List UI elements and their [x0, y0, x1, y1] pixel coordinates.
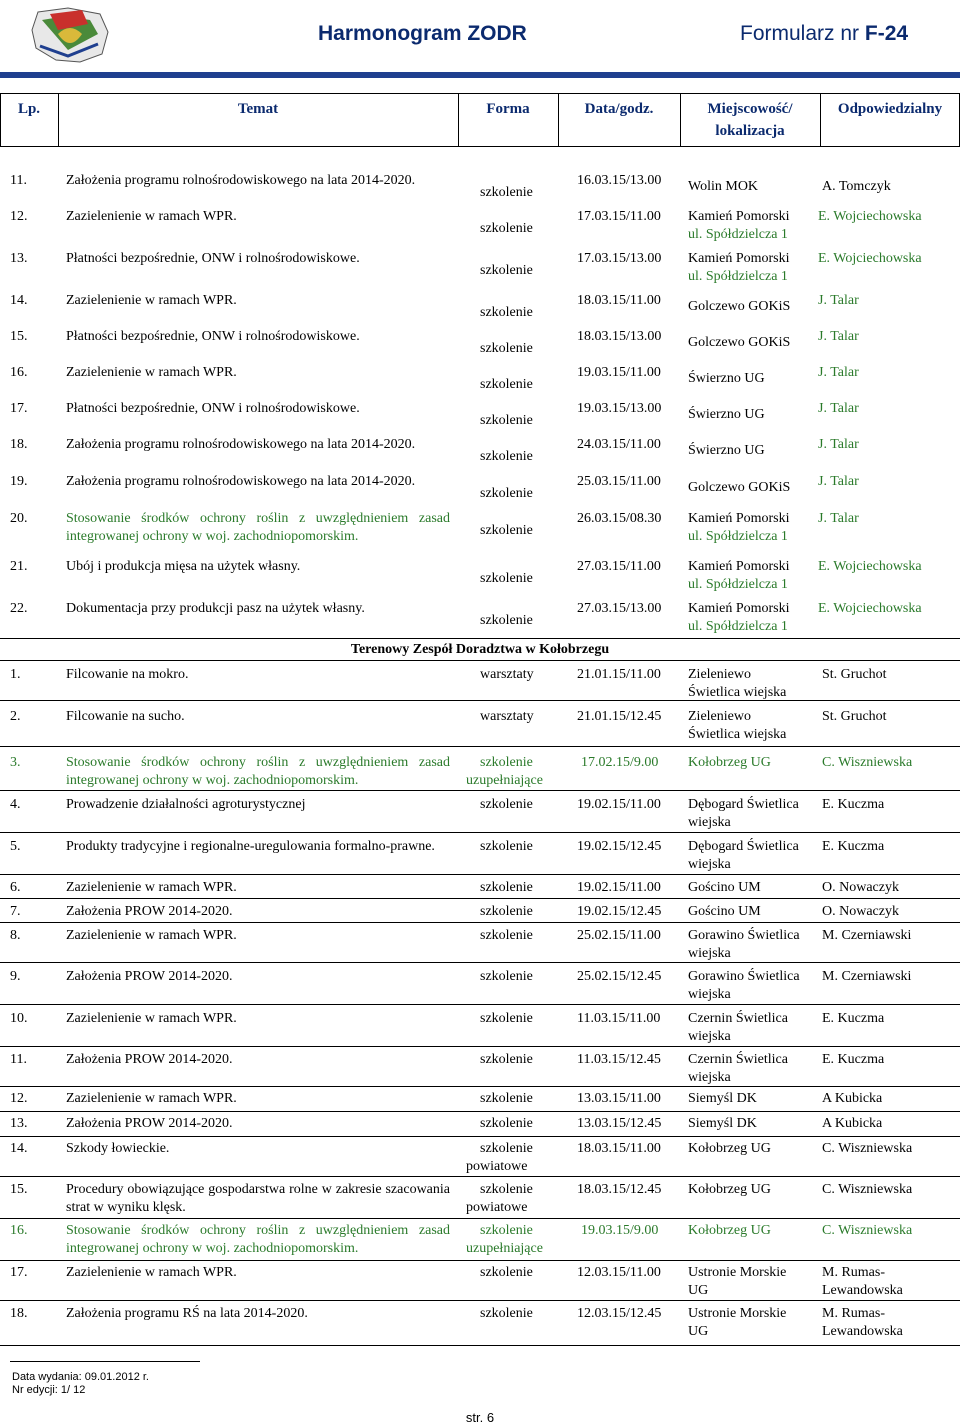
- issue-date: Data wydania: 09.01.2012 r.: [12, 1371, 149, 1383]
- row-place: Siemyśl DK: [688, 1091, 757, 1106]
- row-divider: [0, 1176, 960, 1177]
- row-topic: Zazielenienie w ramach WPR.: [66, 293, 237, 308]
- row-number: 11.: [10, 173, 27, 188]
- row-number: 5.: [10, 839, 21, 854]
- row-place-detail: wiejska: [688, 1070, 731, 1085]
- row-person: M. Czerniawski: [822, 969, 912, 984]
- row-person: J. Talar: [818, 365, 859, 380]
- row-number: 18.: [10, 437, 28, 452]
- row-place: Kołobrzeg UG: [688, 1141, 771, 1156]
- row-topic: Filcowanie na mokro.: [66, 667, 189, 682]
- row-date: 21.01.15/12.45: [577, 709, 662, 724]
- row-topic: Procedury obowiązujące gospodarstwa rolne w zakresie szacowania strat w wyniku klęsk.: [66, 1182, 450, 1215]
- row-divider: [0, 1345, 960, 1346]
- row-form: szkolenie: [480, 341, 533, 356]
- row-form: szkolenie: [480, 571, 533, 586]
- row-date: 27.03.15/11.00: [577, 559, 661, 574]
- row-divider: [0, 1111, 960, 1112]
- row-divider: [0, 1300, 960, 1301]
- row-number: 3.: [10, 755, 21, 770]
- row-place-detail: ul. Spółdzielcza 1: [688, 619, 788, 634]
- row-topic: Zazielenienie w ramach WPR.: [66, 880, 237, 895]
- row-place-detail: wiejska: [688, 815, 731, 830]
- row-topic: Zazielenienie w ramach WPR.: [66, 209, 237, 224]
- col-lp: Lp.: [17, 101, 41, 117]
- row-form-detail: uzupełniające: [466, 773, 543, 788]
- row-place: Gorawino Świetlica: [688, 928, 800, 943]
- row-person: A Kubicka: [822, 1116, 883, 1131]
- row-form-detail: uzupełniające: [466, 1241, 543, 1256]
- row-form: szkolenie: [480, 185, 533, 200]
- row-place: Czernin Świetlica: [688, 1011, 788, 1026]
- row-form: szkolenie: [480, 1306, 533, 1321]
- row-topic: Zazielenienie w ramach WPR.: [66, 928, 237, 943]
- row-person: M. Rumas-: [822, 1265, 885, 1280]
- row-topic: Płatności bezpośrednie, ONW i rolnośrodowiskowe.: [66, 251, 360, 266]
- row-form: szkolenie: [480, 1091, 533, 1106]
- row-form: szkolenie: [480, 305, 533, 320]
- row-form-detail: powiatowe: [466, 1159, 528, 1174]
- row-divider: [0, 1004, 960, 1005]
- row-topic: Zazielenienie w ramach WPR.: [66, 1011, 237, 1026]
- row-place: Kamień Pomorski: [688, 601, 790, 616]
- row-topic: Założenia programu rolnośrodowiskowego na lata 2014-2020.: [66, 437, 416, 452]
- row-topic: Stosowanie środków ochrony roślin z uwzględnieniem zasad integrowanej ochrony w woj. zachodniopomorskim.: [66, 511, 450, 544]
- row-date: 13.03.15/12.45: [577, 1116, 662, 1131]
- row-divider: [0, 1136, 960, 1137]
- row-topic: Dokumentacja przy produkcji pasz na użytek własny.: [66, 601, 365, 616]
- row-number: 6.: [10, 880, 21, 895]
- page-number: str. 6: [465, 1410, 495, 1425]
- row-person: O. Nowaczyk: [822, 904, 899, 919]
- row-divider: [0, 832, 960, 833]
- row-date: 24.03.15/11.00: [577, 437, 661, 452]
- col-temat: Temat: [237, 101, 279, 117]
- row-place: Gościno UM: [688, 904, 761, 919]
- row-divider: [0, 1218, 960, 1219]
- row-date: 11.03.15/12.45: [577, 1052, 661, 1067]
- row-form: szkolenie: [480, 263, 533, 278]
- row-person: J. Talar: [818, 437, 859, 452]
- row-place: Świerzno UG: [688, 371, 765, 386]
- row-form: szkolenie: [480, 928, 533, 943]
- row-number: 7.: [10, 904, 21, 919]
- row-date: 27.03.15/13.00: [577, 601, 662, 616]
- row-number: 11.: [10, 1052, 27, 1067]
- row-number: 15.: [10, 329, 28, 344]
- row-place: Świerzno UG: [688, 407, 765, 422]
- row-date: 18.03.15/13.00: [577, 329, 662, 344]
- logo-icon: [28, 4, 114, 66]
- form-number: Formularz nr F-24: [740, 22, 909, 45]
- row-divider: [0, 1046, 960, 1047]
- row-number: 16.: [10, 365, 28, 380]
- row-person: E. Kuczma: [822, 797, 885, 812]
- page-header: [0, 0, 960, 72]
- row-place-detail: wiejska: [688, 1029, 731, 1044]
- row-divider: [0, 1086, 960, 1087]
- row-number: 8.: [10, 928, 21, 943]
- row-divider: [0, 962, 960, 963]
- row-topic: Płatności bezpośrednie, ONW i rolnośrodowiskowe.: [66, 329, 360, 344]
- row-number: 19.: [10, 474, 28, 489]
- row-place-detail: Świetlica wiejska: [688, 727, 787, 742]
- row-date: 11.03.15/11.00: [577, 1011, 661, 1026]
- row-place: Golczewo GOKiS: [688, 480, 791, 495]
- row-form: szkolenie: [480, 969, 533, 984]
- row-topic: Zazielenienie w ramach WPR.: [66, 1091, 237, 1106]
- row-date: 16.03.15/13.00: [577, 173, 662, 188]
- row-person: St. Gruchot: [822, 709, 887, 724]
- row-form: szkolenie: [480, 221, 533, 236]
- row-form: szkolenie: [480, 1141, 533, 1156]
- footer-rule: [10, 1361, 200, 1362]
- edition-number: Nr edycji: 1/ 12: [12, 1384, 86, 1396]
- row-form: szkolenie: [480, 1223, 533, 1238]
- row-date: 25.02.15/12.45: [577, 969, 662, 984]
- row-place: Wolin MOK: [688, 179, 759, 194]
- row-person: C. Wiszniewska: [822, 755, 913, 770]
- row-form: warsztaty: [480, 667, 534, 682]
- row-person: J. Talar: [818, 293, 859, 308]
- table-head-border: [0, 146, 960, 147]
- row-person: E. Kuczma: [822, 839, 885, 854]
- col-data: Data/godz.: [584, 101, 654, 117]
- row-topic: Prowadzenie działalności agroturystycznej: [66, 797, 306, 812]
- header-band: [0, 72, 960, 78]
- row-number: 14.: [10, 293, 28, 308]
- document-title: Harmonogram ZODR: [318, 22, 527, 45]
- col-odpowiedzialny: Odpowiedzialny: [837, 101, 943, 117]
- row-form: szkolenie: [480, 613, 533, 628]
- row-number: 13.: [10, 1116, 28, 1131]
- row-place-detail: ul. Spółdzielcza 1: [688, 227, 788, 242]
- row-place-detail: UG: [688, 1283, 709, 1298]
- row-number: 17.: [10, 1265, 28, 1280]
- col-miejsce: Miejscowość/ lokalizacja: [707, 101, 793, 139]
- row-place: Golczewo GOKiS: [688, 335, 791, 350]
- row-number: 15.: [10, 1182, 28, 1197]
- row-number: 4.: [10, 797, 21, 812]
- row-topic: Zazielenienie w ramach WPR.: [66, 1265, 237, 1280]
- row-form: szkolenie: [480, 413, 533, 428]
- row-person: E. Wojciechowska: [818, 251, 922, 266]
- row-place: Kamień Pomorski: [688, 209, 790, 224]
- row-topic: Założenia programu RŚ na lata 2014-2020.: [66, 1306, 308, 1321]
- row-date: 19.02.15/12.45: [577, 839, 662, 854]
- row-date: 19.03.15/11.00: [577, 365, 661, 380]
- row-topic: Założenia PROW 2014-2020.: [66, 969, 233, 984]
- row-number: 20.: [10, 511, 28, 526]
- row-number: 16.: [10, 1223, 28, 1238]
- row-date: 18.03.15/12.45: [577, 1182, 662, 1197]
- row-person: E. Wojciechowska: [818, 209, 922, 224]
- section-heading: Terenowy Zespół Doradztwa w Kołobrzegu: [350, 642, 610, 657]
- row-number: 12.: [10, 209, 28, 224]
- row-date: 25.02.15/11.00: [577, 928, 661, 943]
- row-place-detail: ul. Spółdzielcza 1: [688, 577, 788, 592]
- row-person: E. Kuczma: [822, 1011, 885, 1026]
- row-place: Kamień Pomorski: [688, 559, 790, 574]
- row-person: C. Wiszniewska: [822, 1223, 913, 1238]
- row-form: szkolenie: [480, 797, 533, 812]
- row-date: 17.03.15/13.00: [577, 251, 662, 266]
- row-place-detail: Świetlica wiejska: [688, 685, 787, 700]
- row-date: 12.03.15/11.00: [577, 1265, 661, 1280]
- row-person: A. Tomczyk: [822, 179, 891, 194]
- row-place: Kamień Pomorski: [688, 511, 790, 526]
- row-place: Świerzno UG: [688, 443, 765, 458]
- row-number: 21.: [10, 559, 28, 574]
- row-place-detail: ul. Spółdzielcza 1: [688, 269, 788, 284]
- row-place-detail: wiejska: [688, 987, 731, 1002]
- row-number: 1.: [10, 667, 21, 682]
- row-number: 18.: [10, 1306, 28, 1321]
- row-topic: Założenia PROW 2014-2020.: [66, 1116, 233, 1131]
- row-divider: [0, 1260, 960, 1261]
- row-place: Gościno UM: [688, 880, 761, 895]
- row-person: E. Wojciechowska: [818, 601, 922, 616]
- row-place: Siemyśl DK: [688, 1116, 757, 1131]
- row-form: szkolenie: [480, 1182, 533, 1197]
- row-place: Gorawino Świetlica: [688, 969, 800, 984]
- row-person: E. Kuczma: [822, 1052, 885, 1067]
- row-form: szkolenie: [480, 449, 533, 464]
- row-form: szkolenie: [480, 1116, 533, 1131]
- row-date: 19.03.15/13.00: [577, 401, 662, 416]
- row-date: 19.02.15/11.00: [577, 797, 661, 812]
- row-form: szkolenie: [480, 755, 533, 770]
- row-divider: [0, 922, 960, 923]
- row-place-detail: UG: [688, 1324, 709, 1339]
- row-person: J. Talar: [818, 474, 859, 489]
- row-place: Kołobrzeg UG: [688, 755, 771, 770]
- row-topic: Założenia PROW 2014-2020.: [66, 904, 233, 919]
- row-place: Golczewo GOKiS: [688, 299, 791, 314]
- row-number: 14.: [10, 1141, 28, 1156]
- row-form: szkolenie: [480, 904, 533, 919]
- row-place: Dębogard Świetlica: [688, 839, 799, 854]
- row-date: 17.03.15/11.00: [577, 209, 661, 224]
- row-topic: Zazielenienie w ramach WPR.: [66, 365, 237, 380]
- row-place: Zieleniewo: [688, 667, 751, 682]
- row-person: J. Talar: [818, 511, 859, 526]
- row-form-detail: powiatowe: [466, 1200, 528, 1215]
- row-place: Ustronie Morskie: [688, 1265, 787, 1280]
- row-topic: Płatności bezpośrednie, ONW i rolnośrodowiskowe.: [66, 401, 360, 416]
- row-number: 10.: [10, 1011, 28, 1026]
- row-date: 19.02.15/11.00: [577, 880, 661, 895]
- row-person: C. Wiszniewska: [822, 1141, 913, 1156]
- row-form: warsztaty: [480, 709, 534, 724]
- table-top-border: [0, 93, 960, 94]
- row-place-detail: wiejska: [688, 857, 731, 872]
- row-topic: Założenia programu rolnośrodowiskowego na lata 2014-2020.: [66, 173, 416, 188]
- row-person: E. Wojciechowska: [818, 559, 922, 574]
- row-form: szkolenie: [480, 1011, 533, 1026]
- row-date: 19.03.15/9.00: [581, 1223, 659, 1238]
- row-date: 21.01.15/11.00: [577, 667, 661, 682]
- row-place-detail: ul. Spółdzielcza 1: [688, 529, 788, 544]
- row-topic: Ubój i produkcja mięsa na użytek własny.: [66, 559, 301, 574]
- row-topic: Filcowanie na sucho.: [66, 709, 185, 724]
- row-person: M. Rumas-: [822, 1306, 885, 1321]
- row-number: 17.: [10, 401, 28, 416]
- section-a-bottom-border: [0, 638, 960, 639]
- row-form: szkolenie: [480, 880, 533, 895]
- row-topic: Założenia programu rolnośrodowiskowego na lata 2014-2020.: [66, 474, 416, 489]
- row-number: 9.: [10, 969, 21, 984]
- row-form: szkolenie: [480, 377, 533, 392]
- row-person: J. Talar: [818, 401, 859, 416]
- row-person: St. Gruchot: [822, 667, 887, 682]
- row-form: szkolenie: [480, 1265, 533, 1280]
- row-date: 12.03.15/12.45: [577, 1306, 662, 1321]
- row-date: 26.03.15/08.30: [577, 511, 662, 526]
- row-form: szkolenie: [480, 1052, 533, 1067]
- row-person: M. Czerniawski: [822, 928, 912, 943]
- row-number: 12.: [10, 1091, 28, 1106]
- row-person: A Kubicka: [822, 1091, 883, 1106]
- row-person-detail: Lewandowska: [822, 1283, 903, 1298]
- row-place: Ustronie Morskie: [688, 1306, 787, 1321]
- row-divider: [0, 790, 960, 791]
- row-date: 19.02.15/12.45: [577, 904, 662, 919]
- row-place: Kamień Pomorski: [688, 251, 790, 266]
- row-divider: [0, 746, 960, 747]
- row-person: C. Wiszniewska: [822, 1182, 913, 1197]
- row-place: Zieleniewo: [688, 709, 751, 724]
- section-heading-border: [0, 660, 960, 661]
- row-form: szkolenie: [480, 486, 533, 501]
- row-topic: Stosowanie środków ochrony roślin z uwzględnieniem zasad integrowanej ochrony w woj. zachodniopomorskim.: [66, 1223, 450, 1256]
- row-date: 25.03.15/11.00: [577, 474, 661, 489]
- row-place: Kołobrzeg UG: [688, 1182, 771, 1197]
- row-place: Kołobrzeg UG: [688, 1223, 771, 1238]
- row-date: 18.03.15/11.00: [577, 293, 661, 308]
- row-divider: [0, 898, 960, 899]
- row-place-detail: wiejska: [688, 946, 731, 961]
- row-topic: Założenia PROW 2014-2020.: [66, 1052, 233, 1067]
- row-form: szkolenie: [480, 839, 533, 854]
- row-divider: [0, 700, 960, 701]
- row-form: szkolenie: [480, 523, 533, 538]
- row-person-detail: Lewandowska: [822, 1324, 903, 1339]
- row-person: J. Talar: [818, 329, 859, 344]
- row-place: Dębogard Świetlica: [688, 797, 799, 812]
- row-person: O. Nowaczyk: [822, 880, 899, 895]
- row-topic: Szkody łowieckie.: [66, 1141, 170, 1156]
- row-number: 22.: [10, 601, 28, 616]
- row-number: 13.: [10, 251, 28, 266]
- row-place: Czernin Świetlica: [688, 1052, 788, 1067]
- row-number: 2.: [10, 709, 21, 724]
- row-date: 13.03.15/11.00: [577, 1091, 661, 1106]
- row-topic: Produkty tradycyjne i regionalne-uregulowania formalno-prawne.: [66, 839, 435, 854]
- row-divider: [0, 874, 960, 875]
- col-forma: Forma: [486, 101, 530, 117]
- row-date: 17.02.15/9.00: [581, 755, 659, 770]
- row-topic: Stosowanie środków ochrony roślin z uwzględnieniem zasad integrowanej ochrony w woj. zachodniopomorskim.: [66, 755, 450, 788]
- row-date: 18.03.15/11.00: [577, 1141, 661, 1156]
